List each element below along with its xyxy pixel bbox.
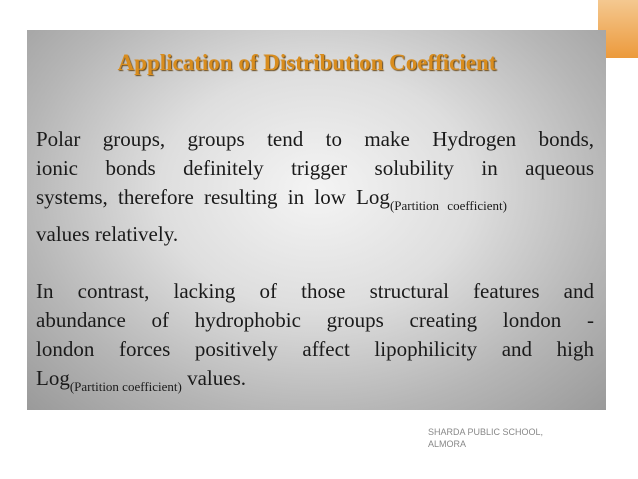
para2-line4-subscript: (Partition coefficient) <box>69 379 182 394</box>
para1-line3-subscript: (Partition coefficient) <box>389 198 507 213</box>
para2-line1: In contrast, lacking of those structural features and <box>36 279 594 303</box>
para1-line4: values relatively. <box>36 222 179 246</box>
paragraph-contrast <box>36 277 594 401</box>
footer-school-name <box>428 426 578 450</box>
para2-line4 <box>36 364 594 401</box>
footer-line2: ALMORA <box>428 439 467 449</box>
para1-line1: Polar groups, groups tend to make Hydrogen bonds, <box>36 127 594 151</box>
para2-line2: abundance of hydrophobic groups creating london - <box>36 308 594 332</box>
footer-line1: SHARDA PUBLIC SCHOOL, <box>428 427 544 437</box>
para2-line3: london forces positively affect lipophilicity and high <box>36 337 594 361</box>
slide-title: Application of Distribution Coefficient <box>117 50 497 75</box>
paragraph-polar-groups <box>36 125 594 249</box>
para1-line3-text: systems, therefore resulting in low Log <box>36 185 390 209</box>
para2-line4-end: values. <box>181 366 247 390</box>
para1-line3 <box>36 183 594 220</box>
para1-line2: ionic bonds definitely trigger solubility in aqueous <box>36 156 594 180</box>
content-panel <box>27 30 606 410</box>
para2-line4-text: Log <box>36 366 70 390</box>
